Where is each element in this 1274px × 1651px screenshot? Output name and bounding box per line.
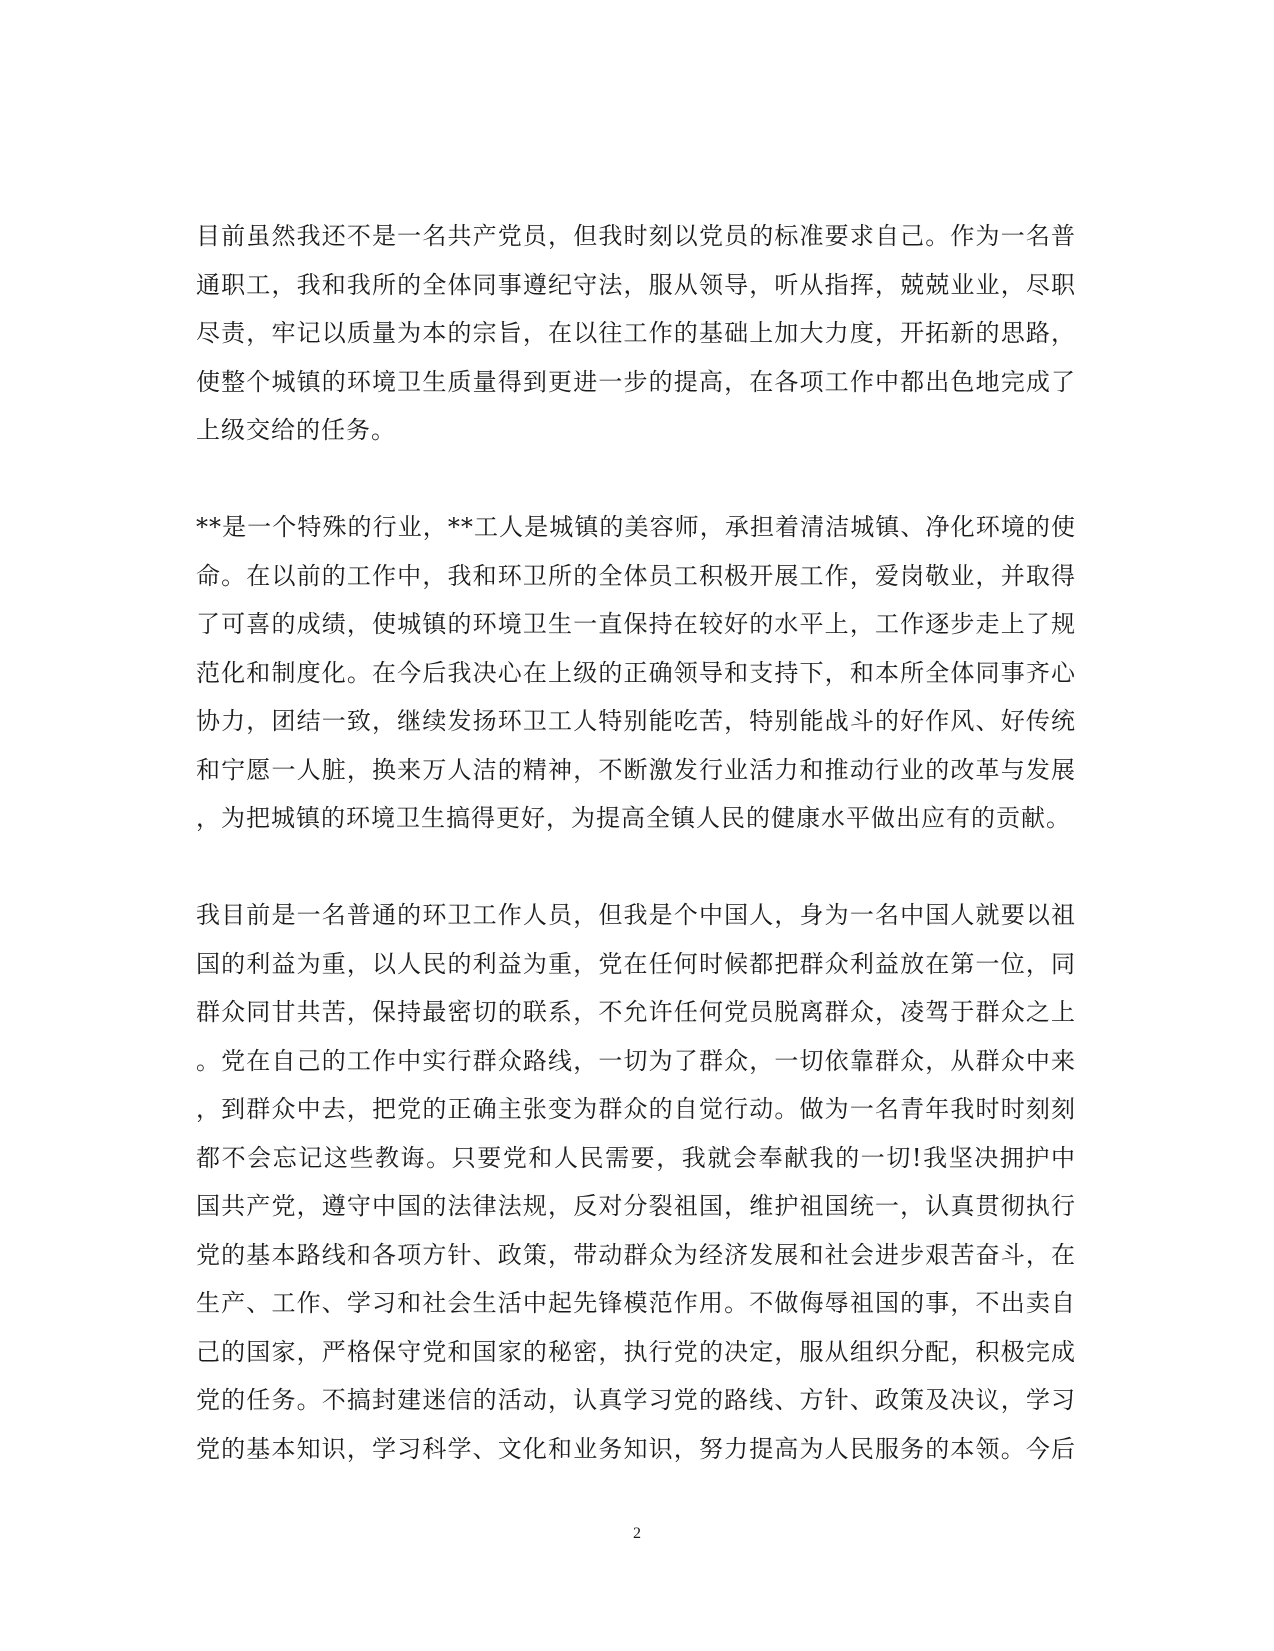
document-body [196, 212, 1076, 1522]
paragraph-2 [196, 503, 1076, 843]
text-line: 党的基本知识，学习科学、文化和业务知识，努力提高为人民服务的本领。今后 [196, 1434, 1076, 1463]
text-line: 。党在自己的工作中实行群众路线，一切为了群众，一切依靠群众，从群众中来 [196, 1046, 1076, 1075]
text-line: 使整个城镇的环境卫生质量得到更进一步的提高，在各项工作中都出色地完成了 [196, 367, 1076, 396]
text-line: **是一个特殊的行业，**工人是城镇的美容师，承担着清洁城镇、净化环境的使 [196, 513, 1076, 541]
paragraph-3 [196, 891, 1076, 1473]
text-line: 党的任务。不搞封建迷信的活动，认真学习党的路线、方针、政策及决议，学习 [196, 1386, 1076, 1414]
text-line: 己的国家，严格保守党和国家的秘密，执行党的决定，服从组织分配，积极完成 [196, 1337, 1076, 1366]
text-line: 上级交给的任务。 [196, 416, 396, 444]
text-line: 党的基本路线和各项方针、政策，带动群众为经济发展和社会进步艰苦奋斗，在 [196, 1240, 1076, 1269]
text-line: 了可喜的成绩，使城镇的环境卫生一直保持在较好的水平上，工作逐步走上了规 [196, 610, 1076, 638]
text-line: 命。在以前的工作中，我和环卫所的全体员工积极开展工作，爱岗敬业，并取得 [196, 561, 1076, 590]
text-line: 范化和制度化。在今后我决心在上级的正确领导和支持下，和本所全体同事齐心 [196, 658, 1076, 687]
text-line: 通职工，我和我所的全体同事遵纪守法，服从领导，听从指挥，兢兢业业，尽职 [196, 270, 1076, 299]
text-line: 生产、工作、学习和社会生活中起先锋模范作用。不做侮辱祖国的事，不出卖自 [196, 1289, 1076, 1317]
text-line: 我目前是一名普通的环卫工作人员，但我是个中国人，身为一名中国人就要以祖 [196, 901, 1076, 929]
text-line: 协力，团结一致，继续发扬环卫工人特别能吃苦，特别能战斗的好作风、好传统 [196, 707, 1076, 735]
text-line: 国的利益为重，以人民的利益为重，党在任何时候都把群众利益放在第一位，同 [196, 949, 1076, 978]
text-line: 尽责，牢记以质量为本的宗旨，在以往工作的基础上加大力度，开拓新的思路， [196, 319, 1076, 347]
page-number: 2 [633, 1525, 641, 1542]
text-line: ，到群众中去，把党的正确主张变为群众的自觉行动。做为一名青年我时时刻刻 [196, 1095, 1076, 1123]
text-line: 都不会忘记这些教诲。只要党和人民需要，我就会奉献我的一切!我坚决拥护中 [196, 1143, 1076, 1172]
text-line: 目前虽然我还不是一名共产党员，但我时刻以党员的标准要求自己。作为一名普 [196, 222, 1076, 250]
text-line: 群众同甘共苦，保持最密切的联系，不允许任何党员脱离群众，凌驾于群众之上 [196, 998, 1076, 1026]
paragraph-1 [196, 212, 1076, 455]
text-line: 和宁愿一人脏，换来万人洁的精神，不断激发行业活力和推动行业的改革与发展 [196, 755, 1076, 784]
text-line: ，为把城镇的环境卫生搞得更好，为提高全镇人民的健康水平做出应有的贡献。 [196, 804, 1071, 832]
text-line: 国共产党，遵守中国的法律法规，反对分裂祖国，维护祖国统一，认真贯彻执行 [196, 1192, 1076, 1220]
